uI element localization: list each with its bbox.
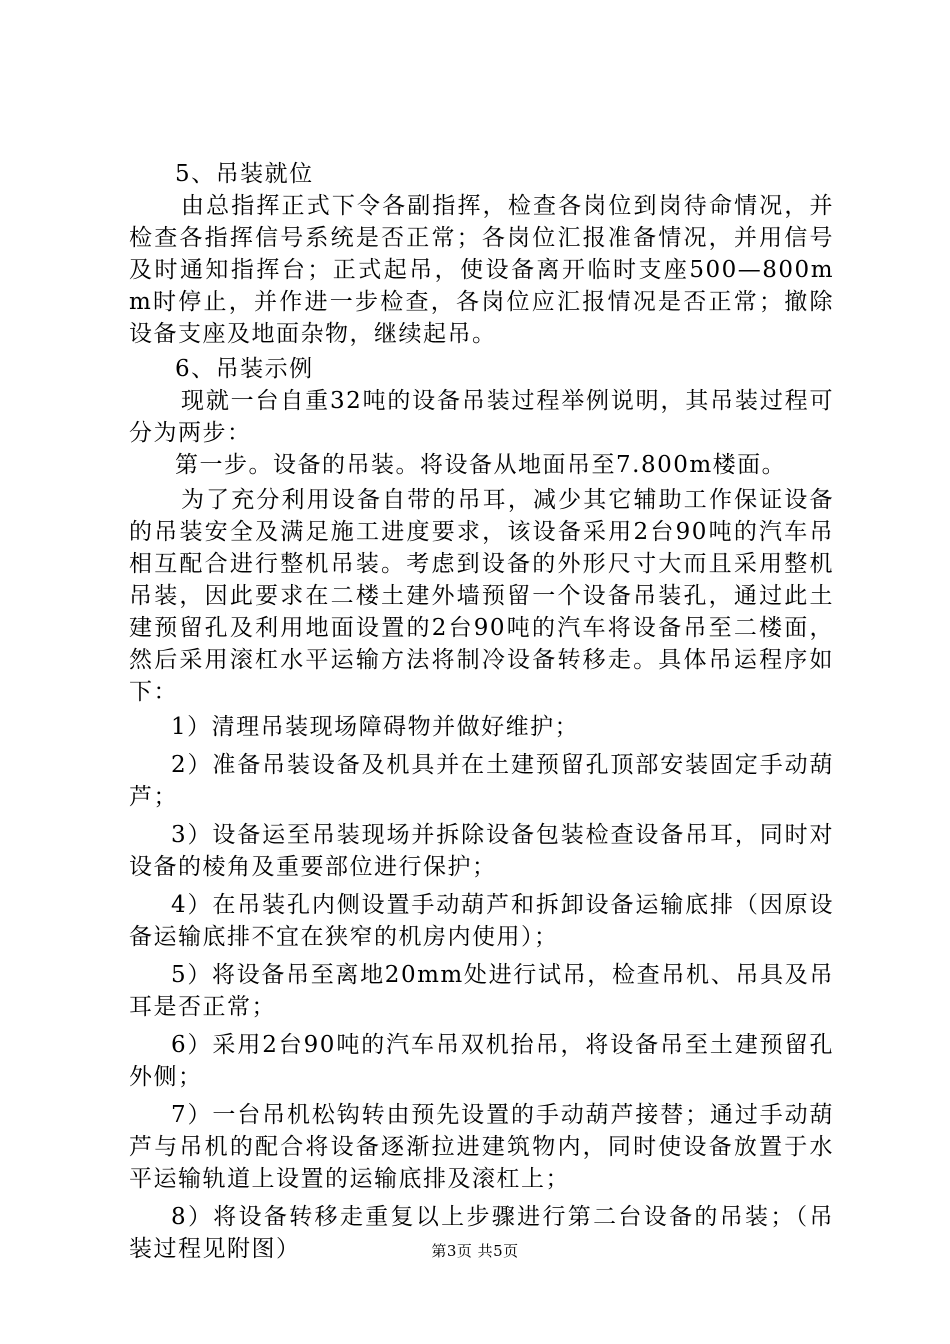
procedure-item-4: 4）在吊装孔内侧设置手动葫芦和拆卸设备运输底排（因原设备运输底排不宜在狭窄的机房内使用）； <box>129 892 834 950</box>
document-body <box>129 158 834 1265</box>
procedure-item-1: 1）清理吊装现场障碍物并做好维护； <box>171 714 580 740</box>
section-6-intro: 现就一台自重32吨的设备吊装过程举例说明，其吊装过程可分为两步： <box>129 388 834 446</box>
procedure-item-7: 7）一台吊机松钩转由预先设置的手动葫芦接替；通过手动葫芦与吊机的配合将设备逐渐拉进建筑物内，同时使设备放置于水平运输轨道上设置的运输底排及滚杠上； <box>129 1102 834 1192</box>
procedure-item-3: 3）设备运至吊装现场并拆除设备包装检查设备吊耳，同时对设备的棱角及重要部位进行保护； <box>129 822 834 880</box>
section-6-step-1: 第一步。设备的吊装。将设备从地面吊至7.800m楼面。 <box>175 452 787 478</box>
page-footer: 第3页 共5页 <box>431 1242 519 1260</box>
procedure-item-5: 5）将设备吊至离地20mm处进行试吊，检查吊机、吊具及吊耳是否正常； <box>129 962 834 1020</box>
section-5-paragraph: 由总指挥正式下令各副指挥，检查各岗位到岗待命情况，并检查各指挥信号系统是否正常；各岗位汇报准备情况，并用信号及时通知指挥台；正式起吊，使设备离开临时支座500—800mm时停止，并作进一步检查，各岗位应汇报情况是否正常；撤除设备支座及地面杂物，继续起吊。 <box>129 193 834 347</box>
procedure-item-8: 8）将设备转移走重复以上步骤进行第二台设备的吊装；（吊装过程见附图） <box>129 1204 834 1262</box>
section-6-paragraph: 为了充分利用设备自带的吊耳，减少其它辅助工作保证设备的吊装安全及满足施工进度要求，该设备采用2台90吨的汽车吊相互配合进行整机吊装。考虑到设备的外形尺寸大而且采用整机吊装，因此要求在二楼土建外墙预留一个设备吊装孔，通过此土建预留孔及利用地面设置的2台90吨的汽车将设备吊至二楼面，然后采用滚杠水平运输方法将制冷设备转移走。具体吊运程序如下： <box>129 487 834 705</box>
section-6-heading: 6、吊装示例 <box>175 356 314 382</box>
procedure-item-6: 6）采用2台90吨的汽车吊双机抬吊，将设备吊至土建预留孔外侧； <box>129 1032 834 1090</box>
procedure-item-2: 2）准备吊装设备及机具并在土建预留孔顶部安装固定手动葫芦； <box>129 752 834 810</box>
section-5-heading: 5、吊装就位 <box>175 161 314 187</box>
